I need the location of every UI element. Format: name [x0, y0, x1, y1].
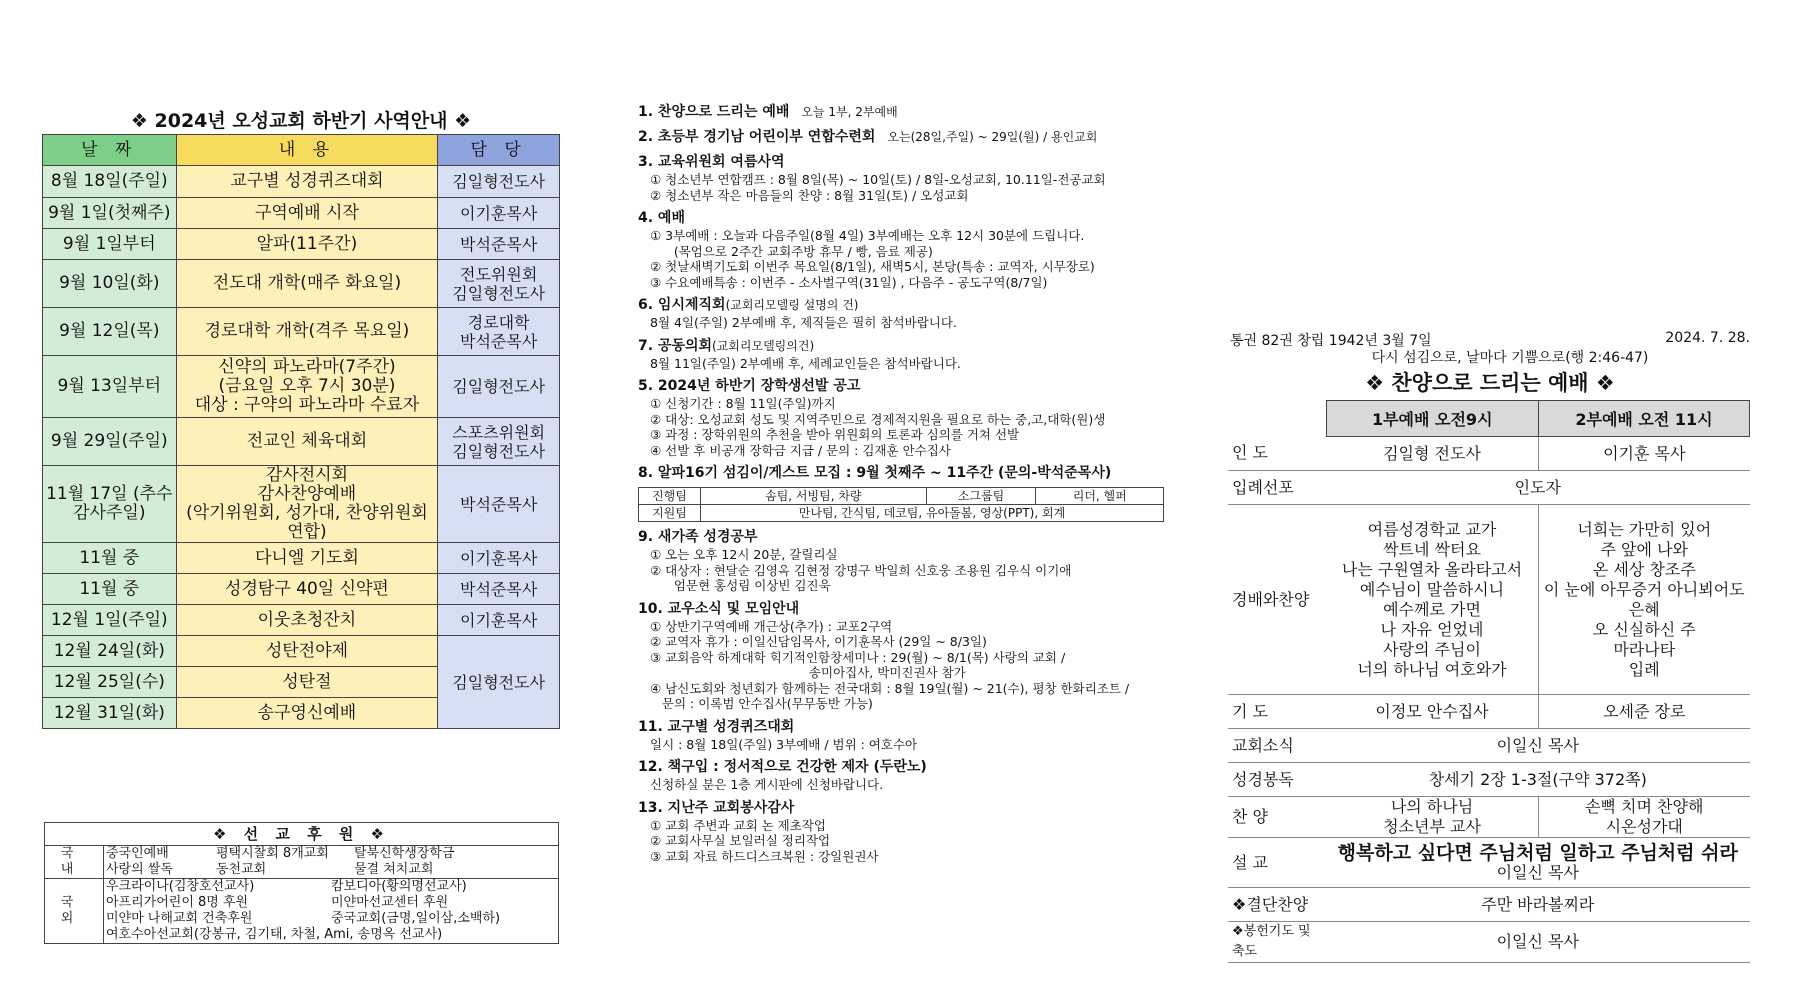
notice-section [638, 758, 1173, 793]
notice-item: ① 상반기구역예배 개근상(추가) : 교포2구역 [650, 618, 893, 634]
content-line: 경로대학 개학(격주 목요일) [204, 321, 410, 341]
order-label: 입례선포 [1228, 471, 1326, 505]
notice-note: (교회리모델링의건) [712, 338, 815, 353]
order-row [1228, 505, 1750, 695]
notice-item: 엄문현 홍성림 이상빈 김진욱 [650, 578, 831, 593]
notice-section [638, 464, 1173, 522]
person-line: 박석준목사 [460, 579, 538, 599]
schedule-content [176, 698, 438, 729]
person-line: 이기훈목사 [460, 548, 538, 568]
order-text: 나의 하나님 [1390, 797, 1474, 816]
order-text: 창세기 2장 1-3절(구약 372쪽) [1428, 769, 1647, 789]
order-cell-service1 [1326, 797, 1539, 838]
schedule-date: 11월 중 [43, 574, 177, 605]
order-label: 교회소식 [1228, 729, 1326, 763]
notice-item: ③ 과정 : 장학위원의 추천을 받아 위원회의 토론과 심의를 거쳐 선발 [650, 427, 1020, 442]
order-row [1228, 797, 1750, 838]
content-line: (금요일 오후 7시 30분) [218, 376, 396, 396]
overseas-label: 국 외 [45, 879, 104, 944]
header-person: 담 당 [438, 135, 560, 166]
overseas-list [106, 879, 556, 943]
order-text: 나 자유 얻었네 [1380, 619, 1484, 639]
sermon-title: 행복하고 싶다면 주님처럼 일하고 주님처럼 쉬라 [1337, 841, 1738, 864]
notice-title: 9. 새가족 성경공부 [638, 529, 758, 545]
order-cell-service1 [1326, 695, 1539, 729]
person-line: 김일형전도사 [452, 283, 546, 303]
schedule-person [438, 356, 560, 418]
order-span-cell [1326, 471, 1750, 505]
notice-item: ② 교회사무실 보일러실 정리작업 [650, 833, 831, 848]
overseas-item: 미얀마선교센터 후원 [331, 895, 449, 910]
mission-title: ❖ 선 교 후 원 ❖ [45, 823, 558, 846]
schedule-row [43, 418, 560, 466]
order-cell-service1 [1326, 437, 1539, 471]
notice-item: ③ 수요예배특송 : 이번주 - 소사벌구역(31일) , 다음주 - 공도구역(8/7일) [650, 274, 1048, 290]
schedule-person [438, 308, 560, 356]
order-span-cell [1326, 763, 1750, 797]
notice-section [638, 377, 1173, 458]
notice-note: (교회리모델링 설명의 건) [725, 298, 859, 312]
order-text: 오세준 장로 [1603, 701, 1686, 721]
content-line: 전도대 개학(매주 화요일) [212, 273, 402, 293]
notice-item: 송미아집사, 박미진권사 참가 [650, 665, 966, 680]
domestic-label: 국 내 [45, 846, 104, 879]
team-table [638, 487, 1164, 522]
order-row [1228, 838, 1750, 888]
bulletin-date: 2024. 7. 28. [1665, 330, 1750, 346]
header-content: 내 용 [176, 135, 438, 166]
notice-heading [638, 153, 1173, 172]
schedule-date: 8월 18일(주일) [43, 166, 177, 198]
order-label: 경배와찬양 [1228, 505, 1326, 695]
service2-header: 2부예배 오전 11시 [1539, 401, 1750, 437]
notice-title: 3. 교육위원회 여름사역 [638, 154, 785, 170]
team-cell: 리더, 헬퍼 [1036, 488, 1164, 505]
notice-item: ① 3부예배 : 오늘과 다음주일(8월 4일) 3부예배는 오후 12시 30분에 드립니다. [650, 228, 1085, 243]
order-row [1228, 471, 1750, 505]
order-text: 나는 구원열차 올라타고서 [1341, 559, 1523, 579]
notice-item: 일시 : 8월 18일(주일) 3부예배 / 범위 : 여호수아 [650, 736, 918, 752]
notice-item: ④ 남신도회와 청년회가 함께하는 전국대회 : 8월 19일(월) ~ 21(수), 평창 한화리조트 / [650, 680, 1130, 696]
person-line: 스포츠위원회 [452, 422, 546, 442]
order-text: 입례 [1628, 659, 1660, 679]
schedule-content [176, 466, 438, 543]
order-text: 이 눈에 아무증거 아니뵈어도 [1543, 579, 1745, 599]
notice-title: 2. 초등부 경기남 어린이부 연합수련회 [638, 129, 876, 145]
schedule-row [43, 356, 560, 418]
schedule-content [176, 543, 438, 574]
schedule-date: 11월 17일 (추수감사주일) [43, 466, 177, 543]
domestic-item: 물결 쳐치교회 [354, 862, 434, 877]
schedule-table [42, 134, 560, 729]
team-cell: 진행팀 [639, 488, 701, 505]
notice-heading [638, 377, 1173, 396]
content-line: 교구별 성경퀴즈대회 [230, 171, 384, 191]
header-date: 날 짜 [43, 135, 177, 166]
schedule-content [176, 308, 438, 356]
schedule-person [438, 574, 560, 605]
worship-order-table [1228, 400, 1750, 963]
schedule-content [176, 166, 438, 198]
notice-heading [638, 600, 1173, 619]
schedule-row [43, 466, 560, 543]
order-row [1228, 437, 1750, 471]
schedule-content [176, 356, 438, 418]
order-span-cell [1326, 922, 1750, 963]
person-line: 김일형전도사 [452, 441, 546, 461]
notice-title: 4. 예배 [638, 210, 685, 226]
notice-item: ② 첫날새벽기도회 이번주 목요일(8/1일), 새벽5시, 본당(특송 : 교역자, 시무장로) [650, 259, 1095, 274]
notice-title: 7. 공동의회 [638, 337, 713, 354]
team-cell: 만나팀, 간식팀, 데코팀, 유아돌봄, 영상(PPT), 회계 [700, 505, 1163, 522]
order-text: 너의 하나님 여호와가 [1357, 659, 1507, 679]
schedule-row [43, 308, 560, 356]
order-text: 이정모 안수집사 [1375, 701, 1489, 721]
schedule-row [43, 543, 560, 574]
notice-section [638, 296, 1173, 331]
notice-section [638, 600, 1173, 712]
notice-heading [638, 296, 1173, 315]
content-line: 성경탐구 40일 신약편 [225, 578, 389, 599]
notice-item: ③ 교회음악 하계대학 힉기적인함창세미나 : 29(월) ~ 8/1(목) 사랑의 교회 / [650, 649, 1066, 665]
notice-section [638, 528, 1173, 594]
order-text: 너희는 가만히 있어 [1577, 519, 1712, 539]
schedule-person [438, 418, 560, 466]
content-line: 감사전시회 [265, 465, 348, 485]
notice-item: ③ 교회 자료 하드디스크복원 : 강일원권사 [650, 848, 879, 864]
order-text: 오 신실하신 주 [1592, 619, 1696, 639]
schedule-date: 9월 13일부터 [43, 356, 177, 418]
overseas-item: 중국교회(금명,일이삼,소백하) [331, 911, 501, 926]
order-label: ❖결단찬양 [1228, 888, 1326, 922]
order-text: 주만 바라볼찌라 [1481, 894, 1595, 914]
schedule-date: 12월 25일(수) [43, 667, 177, 698]
notice-item: 신청하실 분은 1층 게시판에 신청바랍니다. [650, 777, 884, 792]
order-text: 여름성경학교 교가 [1367, 519, 1497, 539]
notice-title: 8. 알파16기 섬김이/게스트 모집 : 9월 첫째주 ~ 11주간 (문의-박석준목사) [638, 465, 1112, 481]
order-label: 인 도 [1228, 437, 1326, 471]
overseas-item: 캄보디아(황의명선교사) [331, 879, 467, 894]
content-line: 구역예배 시작 [254, 202, 359, 223]
order-text: 마라나타 [1613, 639, 1676, 659]
schedule-content [176, 667, 438, 698]
schedule-row [43, 198, 560, 229]
content-line: 신약의 파노라마(7주간) [218, 357, 396, 377]
person-line: 김일형전도사 [452, 377, 546, 396]
person-line: 박석준목사 [460, 331, 538, 351]
schedule-content [176, 636, 438, 667]
order-label: 성경봉독 [1228, 763, 1326, 797]
notice-section [638, 799, 1173, 865]
notice-item: ② 교역자 휴가 : 이일신담임목사, 이기훈목사 (29일 ~ 8/3일) [650, 634, 987, 649]
schedule-date: 9월 12일(목) [43, 308, 177, 356]
schedule-date: 9월 29일(주일) [43, 418, 177, 466]
notice-item: ② 대상자 : 현달순 김영옥 김현정 강명구 박일희 신호웅 조용원 김우식 이기애 [650, 562, 1072, 578]
mission-support-box [44, 822, 559, 944]
overseas-item: 미얀마 나해교회 건축후원 [106, 911, 253, 926]
notice-heading [638, 103, 1173, 122]
schedule-person [438, 466, 560, 543]
notice-heading [638, 799, 1173, 818]
notice-section [638, 209, 1173, 290]
notice-item: ④ 선발 후 비공개 장학금 지급 / 문의 : 김재훈 안수집사 [650, 442, 951, 458]
order-text: 싹트네 싹터요 [1383, 539, 1481, 559]
notice-item: ① 오는 오후 12시 20분, 갈릴리실 [650, 547, 838, 562]
order-label: 설 교 [1228, 838, 1326, 888]
overseas-item: 우크라이나(김창호선교사) [106, 879, 255, 894]
order-text: 이일신 목사 [1496, 932, 1579, 951]
order-text: 예수께로 가면 [1383, 599, 1481, 619]
order-row [1228, 729, 1750, 763]
team-cell: 지원팀 [639, 505, 701, 522]
content-line: 다니엘 기도회 [254, 547, 359, 568]
notice-title: 6. 임시제직회 [638, 297, 726, 313]
content-line: 전교인 체육대회 [246, 431, 368, 451]
team-cell: 솜팀, 서빙팀, 차량 [700, 488, 926, 505]
notice-heading [638, 528, 1173, 547]
overseas-item: 여호수아선교회(강봉규, 김기태, 차철, Ami, 송명옥 선교사) [106, 927, 443, 942]
service1-header: 1부예배 오전9시 [1326, 401, 1539, 437]
notice-section [638, 153, 1173, 203]
notice-heading [638, 128, 1173, 147]
notice-item: ① 청소년부 연합캠프 : 8월 8일(목) ~ 10일(토) / 8일-오성교회, 10.11일-전공교회 [650, 172, 1106, 187]
order-row [1228, 763, 1750, 797]
volume-info: 통권 82권 창립 1942년 3월 7일 [1230, 333, 1432, 349]
content-line: 송구영신예배 [257, 702, 357, 723]
schedule-person [438, 605, 560, 636]
schedule-row [43, 636, 560, 667]
notice-item: 문의 : 이록범 안수집사(무무동반 가능) [650, 696, 873, 711]
order-text: 주 앞에 나와 [1600, 539, 1688, 559]
order-row [1228, 695, 1750, 729]
notice-item: ① 신청기간 : 8월 11일(주일)까지 [650, 396, 836, 411]
order-cell-service2 [1539, 695, 1750, 729]
notice-column [638, 103, 1173, 864]
person-line: 김일형전도사 [452, 172, 546, 191]
notice-title: 13. 지난주 교회봉사감사 [638, 799, 795, 816]
order-span-cell [1326, 838, 1750, 888]
order-text: 이일신 목사 [1496, 862, 1579, 882]
schedule-title: ❖ 2024년 오성교회 하반기 사역안내 ❖ [130, 110, 472, 132]
notice-title: 11. 교구별 성경퀴즈대회 [638, 718, 795, 735]
schedule-date: 9월 10일(화) [43, 260, 177, 308]
order-text: 은혜 [1628, 599, 1660, 619]
order-label: ❖봉헌기도 및 축도 [1228, 922, 1326, 963]
person-line: 경로대학 [467, 312, 530, 332]
order-cell-service2 [1539, 437, 1750, 471]
schedule-header-row [43, 135, 560, 166]
schedule-row [43, 260, 560, 308]
domestic-item: 탈북신학생장학금 [354, 846, 455, 861]
bulletin-verse: 다시 섬김으로, 날마다 기쁨으로(행 2:46-47) [1371, 350, 1649, 366]
person-line: 박석준목사 [460, 494, 538, 514]
schedule-content [176, 260, 438, 308]
notice-heading [638, 718, 1173, 737]
order-text: 시온성가대 [1605, 817, 1683, 836]
team-cell: 소그룹팀 [926, 488, 1036, 505]
schedule-date: 11월 중 [43, 543, 177, 574]
order-text: 이기훈 목사 [1603, 443, 1686, 463]
person-line: 전도위원회 [460, 264, 538, 284]
overseas-item: 아프리가어린이 8명 후원 [106, 895, 249, 910]
content-line: 대상 : 구약의 파노라마 수료자 [194, 395, 420, 415]
schedule-person [438, 166, 560, 198]
schedule-row [43, 166, 560, 198]
order-label: 기 도 [1228, 695, 1326, 729]
notice-heading [638, 337, 1173, 356]
schedule-content [176, 229, 438, 260]
order-text: 인도자 [1514, 477, 1561, 497]
schedule-person [438, 543, 560, 574]
schedule-date: 12월 31일(화) [43, 698, 177, 729]
order-row [1228, 888, 1750, 922]
notice-section [638, 718, 1173, 753]
notice-heading [638, 758, 1173, 777]
schedule-content [176, 574, 438, 605]
content-line: 성탄전야제 [265, 640, 348, 661]
order-text: 사랑의 주님이 [1383, 639, 1481, 659]
notice-item: ② 청소년부 작은 마음들의 찬양 : 8월 31일(토) / 오성교회 [650, 187, 969, 203]
notice-title: 10. 교우소식 및 모임안내 [638, 600, 800, 617]
order-text: 이일신 목사 [1496, 735, 1579, 755]
schedule-content [176, 418, 438, 466]
notice-note: 오는(28일,주일) ~ 29일(월) / 용인교회 [887, 130, 1098, 144]
domestic-item: 동천교회 [216, 862, 267, 877]
notice-item: ② 대상: 오성교회 성도 및 지역주민으로 경제적지원을 필요로 하는 중,고,대학(원)생 [650, 411, 1106, 427]
order-text: 청소년부 교사 [1383, 817, 1481, 836]
person-line: 이기훈목사 [460, 610, 538, 630]
notice-item: 8월 4일(주일) 2부예배 후, 제직들은 필히 참석바랍니다. [650, 315, 957, 330]
order-row [1228, 922, 1750, 963]
order-text: 예수님이 말씀하시니 [1359, 579, 1505, 599]
notice-title: 12. 책구입 : 정서적으로 건강한 제자 (두란노) [638, 759, 927, 775]
domestic-item: 사랑의 쌀독 [106, 862, 173, 877]
domestic-list [106, 846, 556, 878]
content-line: (악기위원회, 성가대, 찬양위원회 연합) [186, 503, 428, 542]
notice-heading [638, 209, 1173, 228]
notice-section [638, 128, 1173, 147]
content-line: 알파(11주간) [256, 233, 358, 254]
worship-title: ❖ 찬양으로 드리는 예배 ❖ [1365, 371, 1615, 395]
notice-item: 8월 11일(주일) 2부예배 후, 세례교인들은 참석바랍니다. [650, 355, 961, 371]
schedule-row [43, 605, 560, 636]
domestic-item: 평택시찰회 8개교회 [216, 846, 329, 861]
notice-title: 5. 2024년 하반기 장학생선발 공고 [638, 378, 861, 394]
notice-heading [638, 464, 1173, 483]
schedule-date: 12월 1일(주일) [43, 605, 177, 636]
schedule-person [438, 260, 560, 308]
order-cell-service1 [1326, 505, 1539, 695]
person-line: 박석준목사 [460, 234, 538, 254]
notice-item: ① 교회 주변과 교회 논 제초작업 [650, 817, 826, 833]
notice-item: (목엄으로 2주간 교회주방 휴무 / 빵, 음료 제공) [650, 243, 933, 259]
content-line: 감사찬양예배 [257, 484, 357, 504]
schedule-person [438, 198, 560, 229]
person-line: 이기훈목사 [460, 203, 538, 223]
notice-note: 오늘 1부, 2부예배 [801, 105, 898, 119]
schedule-row [43, 229, 560, 260]
order-span-cell [1326, 729, 1750, 763]
schedule-person-merged: 김일형전도사 [438, 636, 560, 729]
schedule-person [438, 229, 560, 260]
order-label: 찬 양 [1228, 797, 1326, 838]
notice-section [638, 337, 1173, 372]
schedule-row [43, 574, 560, 605]
schedule-date: 9월 1일(첫째주) [43, 198, 177, 229]
schedule-date: 9월 1일부터 [43, 229, 177, 260]
schedule-date: 12월 24일(화) [43, 636, 177, 667]
order-span-cell [1326, 888, 1750, 922]
notice-section [638, 103, 1173, 122]
domestic-item: 중국인예배 [106, 846, 169, 861]
order-text: 온 세상 창조주 [1592, 559, 1696, 579]
content-line: 성탄절 [282, 671, 332, 692]
order-text: 김일형 전도사 [1383, 443, 1481, 463]
content-line: 이웃초청잔치 [257, 609, 357, 630]
order-text: 손뼉 치며 찬양해 [1585, 797, 1704, 816]
schedule-content [176, 605, 438, 636]
notice-title: 1. 찬양으로 드리는 예배 [638, 104, 790, 120]
schedule-content [176, 198, 438, 229]
order-cell-service2 [1539, 797, 1750, 838]
order-cell-service2 [1539, 505, 1750, 695]
